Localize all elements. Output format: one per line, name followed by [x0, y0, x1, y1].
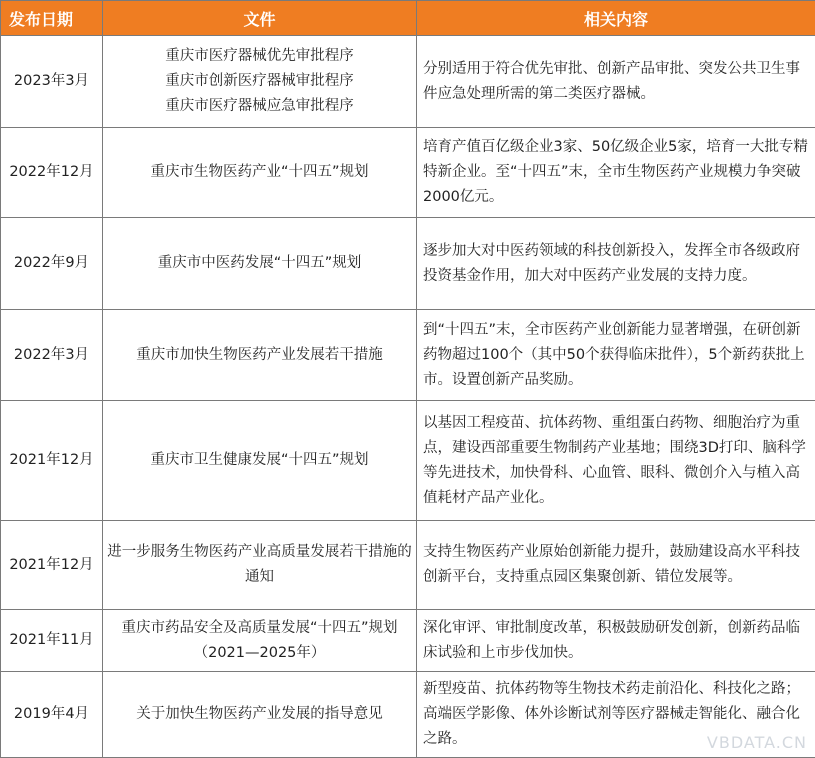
table-row [1, 610, 815, 672]
row-date: 2023年3月 [1, 36, 103, 128]
row-content: 到“十四五”末，全市医药产业创新能力显著增强，在研创新药物超过100个（其中50个获得临床批件），5个新药获批上市。设置创新产品奖励。 [417, 310, 815, 401]
row-content: 以基因工程疫苗、抗体药物、重组蛋白药物、细胞治疗为重点，建设西部重要生物制药产业基地；围绕3D打印、脑科学等先进技术，加快骨科、心血管、眼科、微创介入与植入高值耗材产品产业化。 [417, 401, 815, 521]
row-doc: 关于加快生物医药产业发展的指导意见 [103, 672, 417, 758]
row-doc: 进一步服务生物医药产业高质量发展若干措施的通知 [103, 521, 417, 610]
row-content: 新型疫苗、抗体药物等生物技术药走前沿化、科技化之路；高端医学影像、体外诊断试剂等医疗器械走智能化、融合化之路。 [417, 672, 815, 758]
table-row [1, 128, 815, 218]
row-date: 2021年12月 [1, 521, 103, 610]
row-doc: 重庆市卫生健康发展“十四五”规划 [103, 401, 417, 521]
doc-line: 重庆市医疗器械应急审批程序 [165, 98, 354, 114]
doc-line: 重庆市创新医疗器械审批程序 [165, 73, 354, 89]
row-content: 分别适用于符合优先审批、创新产品审批、突发公共卫生事件应急处理所需的第二类医疗器械。 [417, 36, 815, 128]
row-doc: 重庆市生物医药产业“十四五”规划 [103, 128, 417, 218]
row-content: 支持生物医药产业原始创新能力提升，鼓励建设高水平科技创新平台，支持重点园区集聚创新、错位发展等。 [417, 521, 815, 610]
row-date: 2022年3月 [1, 310, 103, 401]
row-content: 培育产值百亿级企业3家、50亿级企业5家，培育一大批专精特新企业。至“十四五”末，全市生物医药产业规模力争突破2000亿元。 [417, 128, 815, 218]
table-row [1, 36, 815, 128]
table-row [1, 218, 815, 310]
table-row [1, 672, 815, 758]
row-date: 2022年9月 [1, 218, 103, 310]
table-header-row [1, 1, 815, 36]
row-content: 深化审评、审批制度改革，积极鼓励研发创新，创新药品临床试验和上市步伐加快。 [417, 610, 815, 672]
row-content: 逐步加大对中医药领域的科技创新投入，发挥全市各级政府投资基金作用，加大对中医药产业发展的支持力度。 [417, 218, 815, 310]
header-content: 相关内容 [417, 1, 815, 36]
table-row [1, 401, 815, 521]
row-date: 2021年12月 [1, 401, 103, 521]
row-date: 2022年12月 [1, 128, 103, 218]
table-row [1, 521, 815, 610]
header-doc: 文件 [103, 1, 417, 36]
row-doc: 重庆市加快生物医药产业发展若干措施 [103, 310, 417, 401]
row-doc [103, 36, 417, 128]
watermark-logo: VBDATA.CN [706, 733, 807, 752]
row-doc: 重庆市中医药发展“十四五”规划 [103, 218, 417, 310]
row-date: 2021年11月 [1, 610, 103, 672]
row-doc: 重庆市药品安全及高质量发展“十四五”规划（2021—2025年） [103, 610, 417, 672]
row-date: 2019年4月 [1, 672, 103, 758]
header-date: 发布日期 [1, 1, 103, 36]
table-row [1, 310, 815, 401]
doc-line: 重庆市医疗器械优先审批程序 [165, 48, 354, 64]
